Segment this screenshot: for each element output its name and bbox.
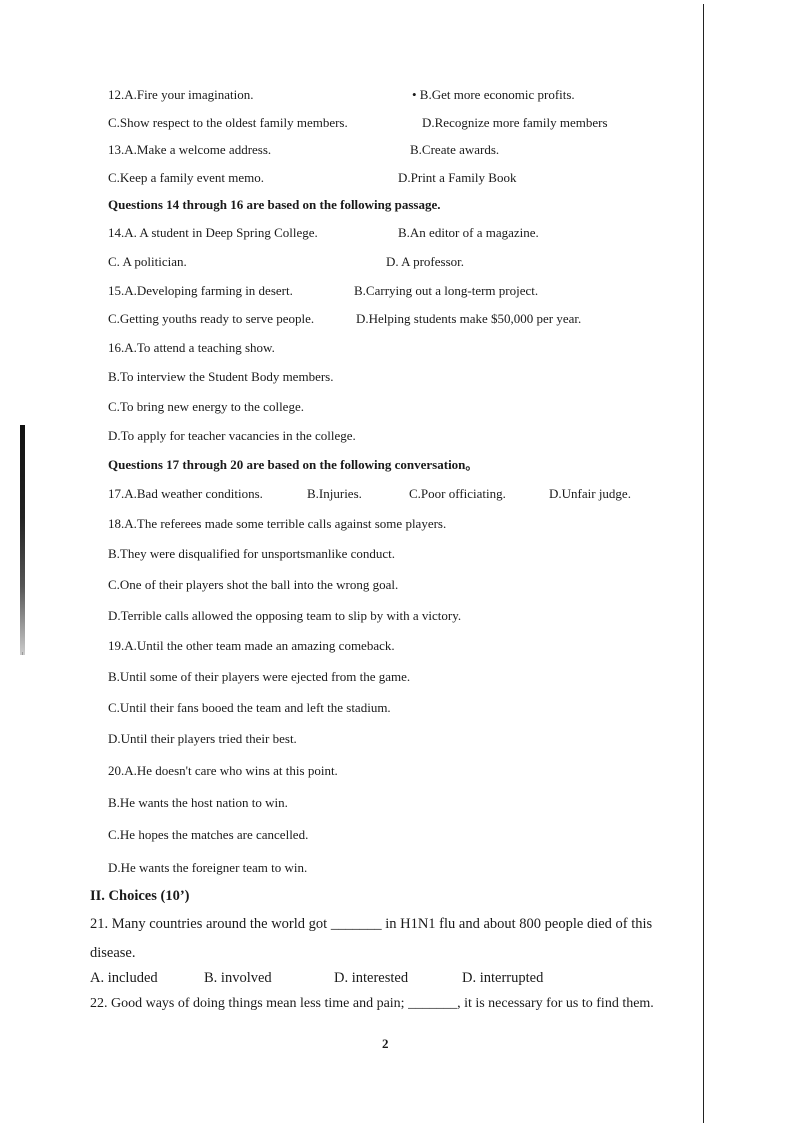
q13-option-c: C.Keep a family event memo. (108, 170, 264, 185)
q16-option-d: D.To apply for teacher vacancies in the college. (108, 428, 356, 443)
q14-option-b: B.An editor of a magazine. (398, 225, 539, 240)
q21-option-d: D. interrupted (462, 970, 544, 986)
q21-option-a: A. included (90, 970, 158, 986)
q15-option-a: 15.A.Developing farming in desert. (108, 283, 293, 298)
q17-option-a: 17.A.Bad weather conditions. (108, 486, 263, 501)
q13-option-a: 13.A.Make a welcome address. (108, 142, 272, 157)
q19-option-c: C.Until their fans booed the team and left the stadium. (108, 700, 391, 715)
q15-option-c: C.Getting youths ready to serve people. (108, 311, 315, 326)
q17-option-b: B.Injuries. (307, 486, 362, 501)
q15-option-b: B.Carrying out a long-term project. (354, 283, 539, 298)
q21-option-b: B. involved (204, 970, 272, 986)
q19-option-a: 19.A.Until the other team made an amazing comeback. (108, 638, 395, 653)
heading-questions-17-20: Questions 17 through 20 are based on the following conversation。 (108, 457, 479, 472)
q12-option-d: D.Recognize more family members (422, 115, 608, 130)
q16-option-c: C.To bring new energy to the college. (108, 399, 304, 414)
q18-option-d: D.Terrible calls allowed the opposing team to slip by with a victory. (108, 608, 462, 623)
page-edge-rule (703, 4, 704, 1123)
q14-option-a: 14.A. A student in Deep Spring College. (108, 225, 318, 240)
q19-option-d: D.Until their players tried their best. (108, 731, 297, 746)
q18-option-b: B.They were disqualified for unsportsmanlike conduct. (108, 546, 396, 561)
q13-option-d: D.Print a Family Book (398, 170, 517, 185)
q20-option-a: 20.A.He doesn't care who wins at this point. (108, 763, 338, 778)
q14-option-d: D. A professor. (386, 254, 464, 269)
q21-stem-line2: disease. (90, 945, 136, 961)
q16-option-b: B.To interview the Student Body members. (108, 369, 334, 384)
q12-option-c: C.Show respect to the oldest family members. (108, 115, 348, 130)
q19-option-b: B.Until some of their players were ejected from the game. (108, 669, 411, 684)
q20-option-d: D.He wants the foreigner team to win. (108, 860, 308, 875)
scan-margin-mark (20, 425, 25, 655)
q21-stem-line1: 21. Many countries around the world got _______ in H1N1 flu and about 800 people died of this (90, 916, 653, 932)
section-heading-choices: II. Choices (10’) (90, 888, 190, 904)
q13-option-b: B.Create awards. (410, 142, 500, 157)
q18-option-a: 18.A.The referees made some terrible calls against some players. (108, 516, 447, 531)
q22-stem-line1: 22. Good ways of doing things mean less time and pain; _______, it is necessary for us to find them. (90, 996, 654, 1011)
q12-option-b: • B.Get more economic profits. (412, 87, 575, 102)
q16-option-a: 16.A.To attend a teaching show. (108, 340, 275, 355)
q18-option-c: C.One of their players shot the ball into the wrong goal. (108, 577, 399, 592)
q21-option-c: D. interested (334, 970, 409, 986)
q20-option-b: B.He wants the host nation to win. (108, 795, 288, 810)
heading-questions-14-16: Questions 14 through 16 are based on the following passage. (108, 197, 441, 212)
q20-option-c: C.He hopes the matches are cancelled. (108, 827, 309, 842)
scan-margin-dot (22, 652, 23, 655)
q14-option-c: C. A politician. (108, 254, 187, 269)
q17-option-c: C.Poor officiating. (409, 486, 506, 501)
q17-option-d: D.Unfair judge. (549, 486, 631, 501)
q12-option-a: 12.A.Fire your imagination. (108, 87, 254, 102)
q15-option-d: D.Helping students make $50,000 per year. (356, 311, 582, 326)
page-number: 2 (382, 1036, 389, 1051)
